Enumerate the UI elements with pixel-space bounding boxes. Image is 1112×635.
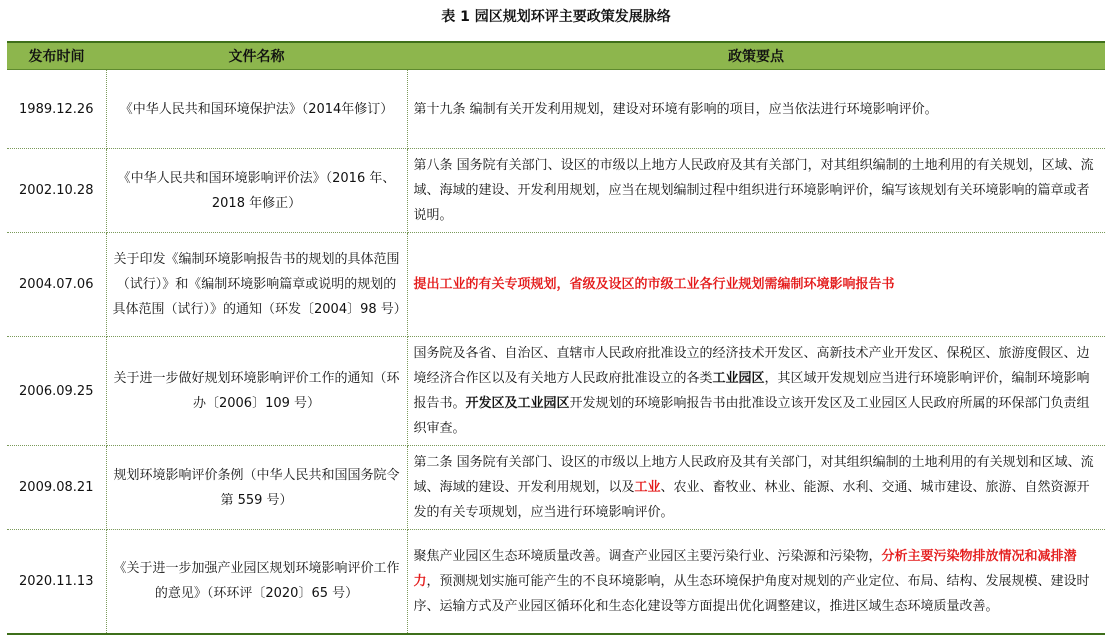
cell-doc: 规划环境影响评价条例（中华人民共和国国务院令 第 559 号） <box>106 446 407 530</box>
policy-text: 、农业、畜牧业、林业、能源、水利、交通、城市建设、旅游、自然资源开发的有关专项规划，应当进行环境影响评价。 <box>413 480 1090 520</box>
table-row <box>7 233 1105 337</box>
cell-doc: 《中华人民共和国环境保护法》（2014年修订） <box>106 70 407 149</box>
cell-date: 2020.11.13 <box>7 530 106 634</box>
table-row <box>7 530 1105 634</box>
cell-date: 2009.08.21 <box>7 446 106 530</box>
header-row <box>7 42 1105 70</box>
table-row <box>7 149 1105 233</box>
policy-text: 国务院及各省、自治区、直辖市人民政府批准设立的经济技术开发区、高新技术产业开发区、保税区、旅游度假区、边境经济合作区以及有关地方人民政府批准设立的各类 <box>413 346 1090 386</box>
table-row <box>7 70 1105 149</box>
policy-text: 第八条 国务院有关部门、设区的市级以上地方人民政府及其有关部门，对其组织编制的土地利用的有关规划，区域、流域、海域的建设、开发利用规划，应当在规划编制过程中组织进行环境影响评价，编写该规划有关环境影响的篇章或者说明。 <box>413 158 1094 223</box>
cell-doc: 关于印发《编制环境影响报告书的规划的具体范围（试行）》和《编制环境影响篇章或说明的规划的具体范围（试行）》的通知（环发〔2004〕98 号） <box>106 233 407 337</box>
cell-date: 2004.07.06 <box>7 233 106 337</box>
header-date: 发布时间 <box>7 42 106 70</box>
cell-policy <box>407 446 1105 530</box>
cell-doc: 关于进一步做好规划环境影响评价工作的通知（环办〔2006〕109 号） <box>106 337 407 446</box>
header-policy: 政策要点 <box>407 42 1105 70</box>
highlight-bold-text: 工业园区 <box>712 371 765 386</box>
policy-text: 开发规划的环境影响报告书由批准设立该开发区及工业园区人民政府所属的环保部门负责组织审查。 <box>413 396 1090 436</box>
highlight-bold-text: 开发区及工业园区 <box>465 396 570 411</box>
policy-text: 第十九条 编制有关开发利用规划，建设对环境有影响的项目，应当依法进行环境影响评价。 <box>413 101 938 117</box>
policy-text: ，其区域开发规划应当进行环境影响评价，编制环境影响报告书。 <box>413 371 1090 411</box>
table-row <box>7 446 1105 530</box>
policy-text: 第二条 国务院有关部门、设区的市级以上地方人民政府及其有关部门，对其组织编制的土地利用的有关规划和区域、流域、海域的建设、开发利用规划，以及 <box>413 455 1094 495</box>
cell-date: 1989.12.26 <box>7 70 106 149</box>
cell-policy <box>407 337 1105 446</box>
highlight-red-text: 工业 <box>634 480 661 495</box>
cell-doc: 《关于进一步加强产业园区规划环境影响评价工作的意见》（环环评〔2020〕65 号） <box>106 530 407 634</box>
cell-policy <box>407 233 1105 337</box>
cell-date: 2002.10.28 <box>7 149 106 233</box>
table-title: 表 1 园区规划环评主要政策发展脉络 <box>441 9 671 25</box>
cell-policy <box>407 70 1105 149</box>
policy-text: 聚焦产业园区生态环境质量改善。调查产业园区主要污染行业、污染源和污染物， <box>413 548 882 564</box>
cell-policy <box>407 530 1105 634</box>
policy-text: ，预测规划实施可能产生的不良环境影响，从生态环境保护角度对规划的产业定位、布局、结构、发展规模、建设时序、运输方式及产业园区循环化和生态化建设等方面提出优化调整建议，推进区域生态环境质量改善。 <box>413 573 1090 614</box>
highlight-red-text: 提出工业的有关专项规划，省级及设区的市级工业各行业规划需编制环境影响报告书 <box>413 277 895 292</box>
cell-doc: 《中华人民共和国环境影响评价法》（2016 年、2018 年修正） <box>106 149 407 233</box>
cell-policy <box>407 149 1105 233</box>
header-doc: 文件名称 <box>106 42 407 70</box>
cell-date: 2006.09.25 <box>7 337 106 446</box>
highlight-red-text: 分析主要污染物排放情况和减排潜力 <box>413 548 1077 589</box>
policy-table <box>7 41 1105 635</box>
table-row <box>7 337 1105 446</box>
